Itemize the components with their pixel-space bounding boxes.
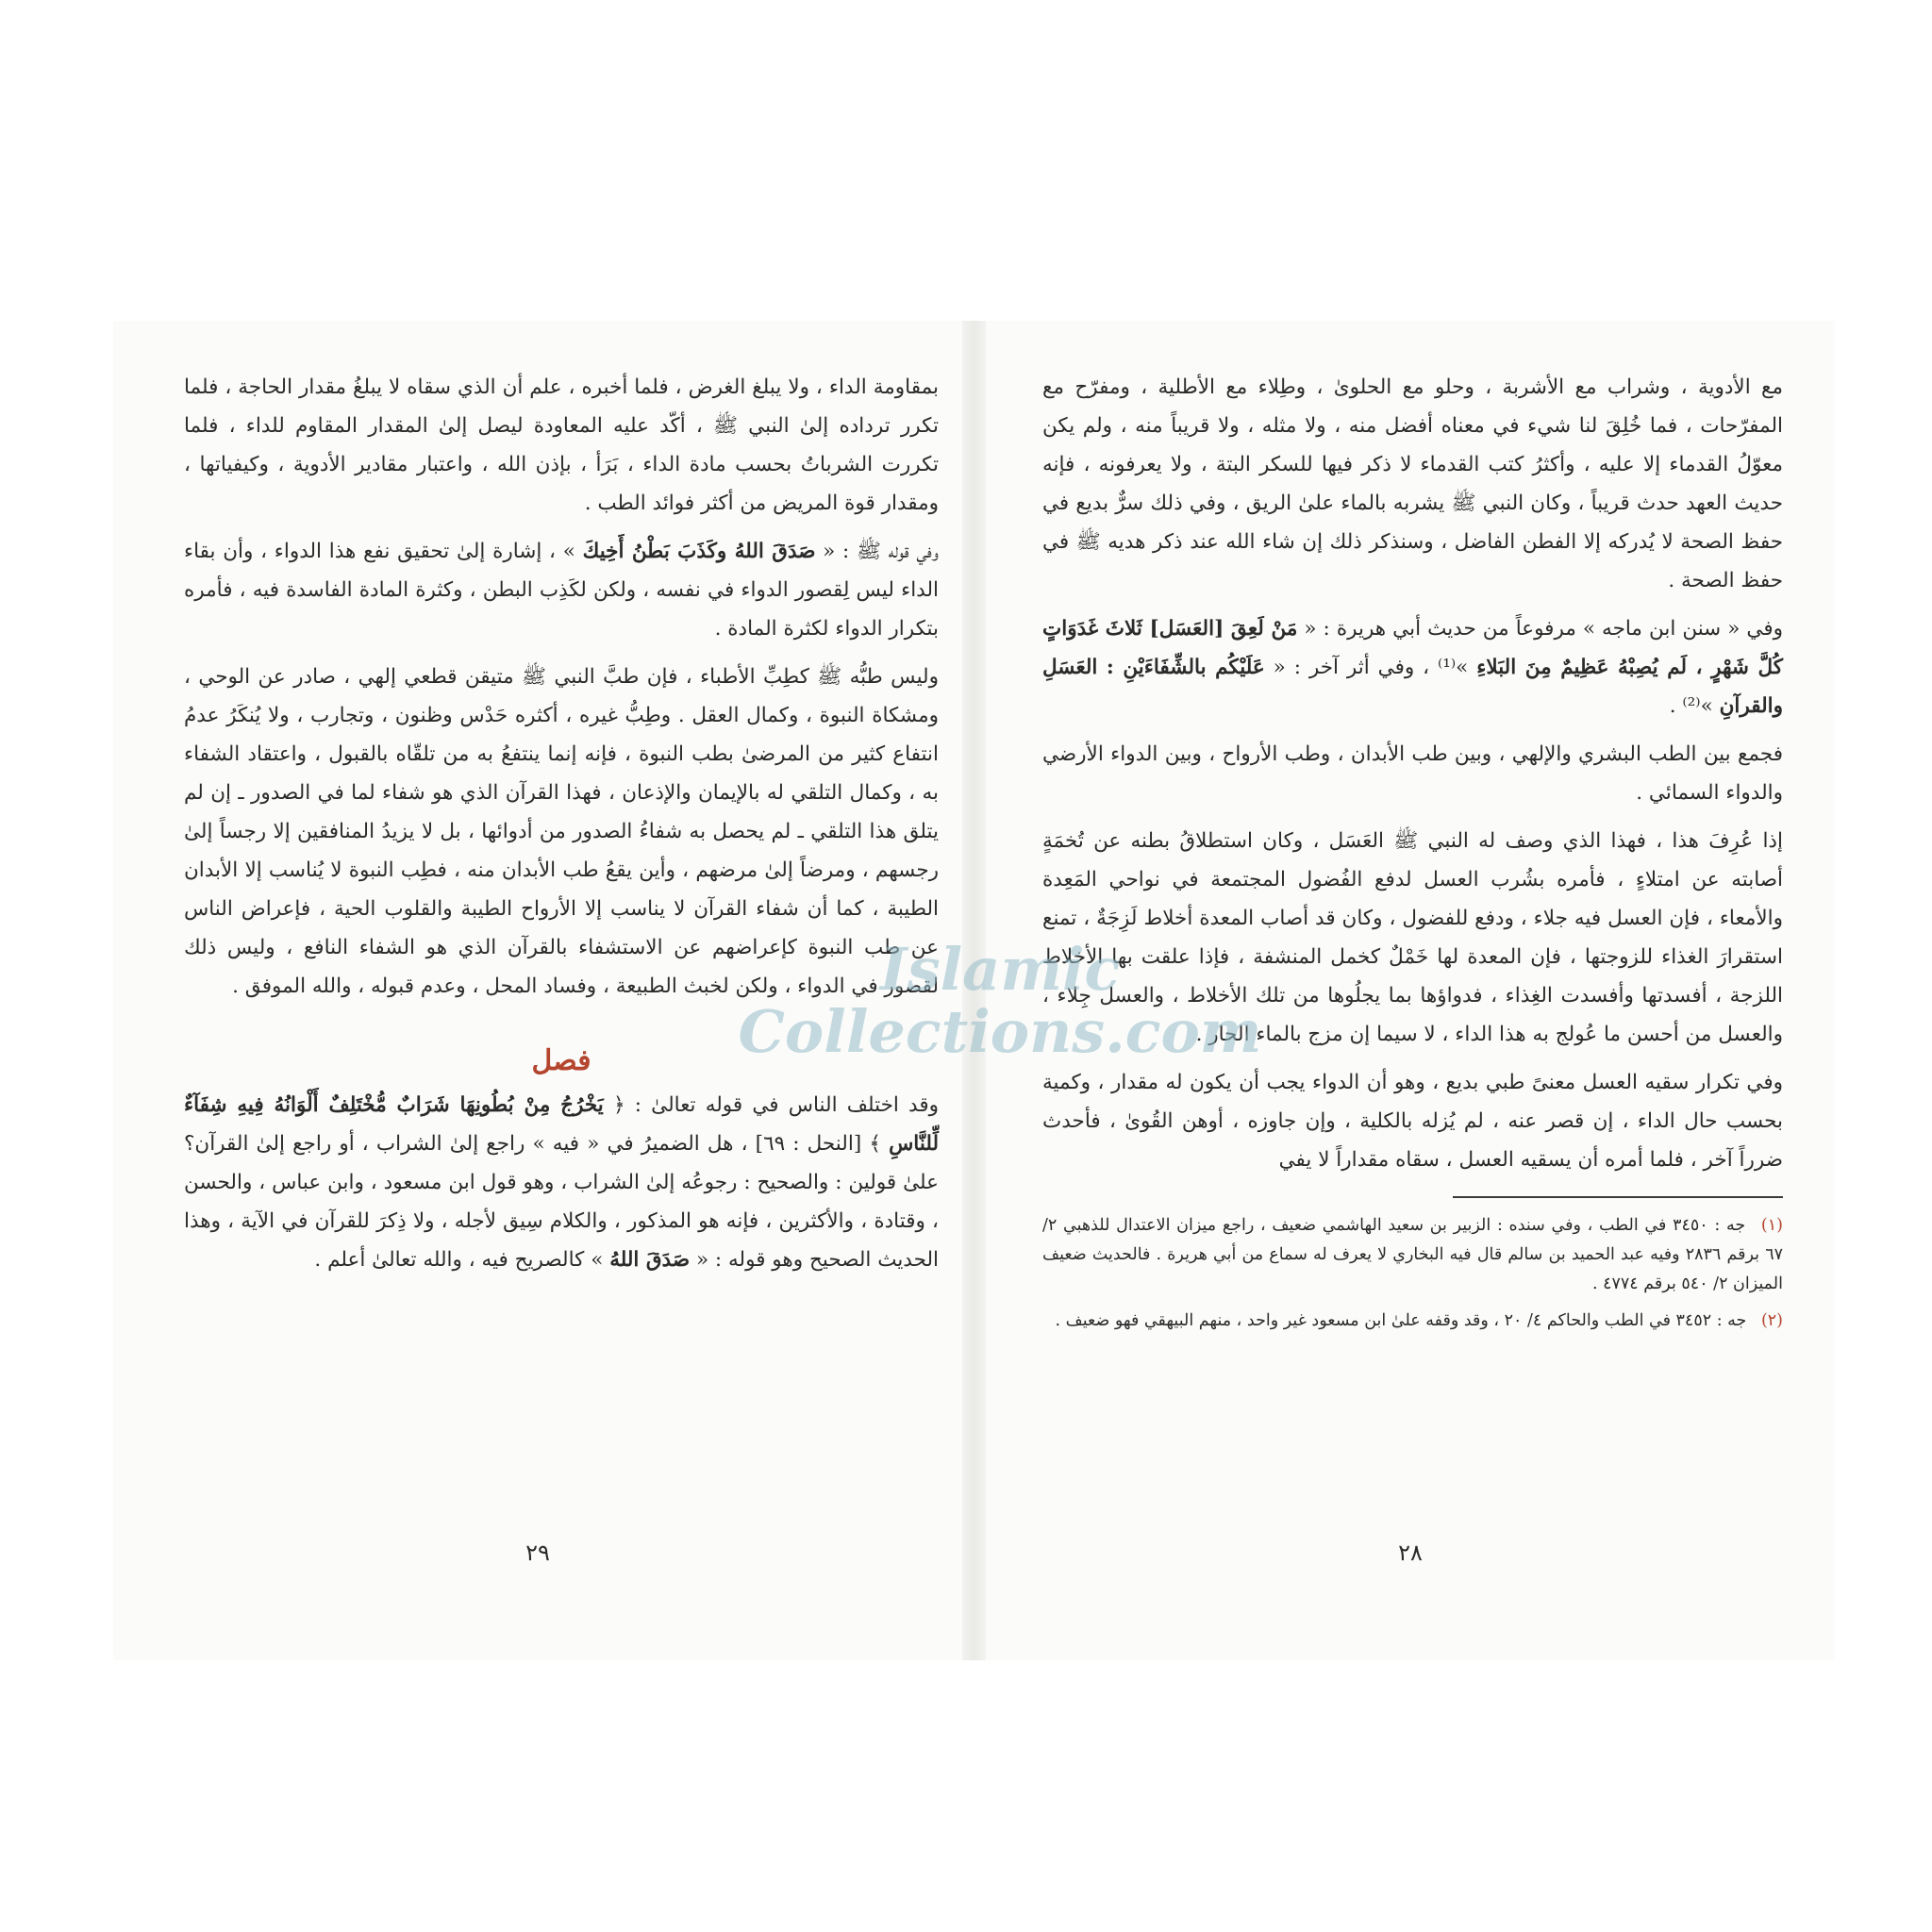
paragraph: إذا عُرِفَ هذا ، فهذا الذي وصف له النبي ﷺ العَسَل ، وكان استطلاقُ بطنه عن تُخمَةٍ أصابته عن امتلاءٍ ، فأمره بشُرب العسل لدفع الفُضول المجتمعة في نواحي المَعِدة والأمعاء ، فإن العسل فيه جلاء ، ودفع للفضول ، وكان قد أصاب المعدة أخلاط لَزِجَةٌ ، تمنع استقرارَ الغذاء للزوجتها ، فإن المعدة لها خَمْلٌ كخمل المنشفة ، فإذا علقت بها الأخلاط اللزجة ، أفسدتها وأفسدت الغِذاء ، فدواؤها بما يجلُوها من تلك الأخلاط ، والعسل جِلاء ، والعسل من أحسن ما عُولج به هذا الداء ، لا سيما إن مزج بالماء الحار . — [1042, 829, 1783, 1046]
text-span: وفي « سنن ابن ماجه » مرفوعاً من حديث أبي هريرة : « — [1304, 617, 1783, 641]
footnote — [1042, 1307, 1783, 1336]
hadith-quote: عَلَيْكُم بالشِّفَاءَيْنِ : العَسَلِ والقرآنِ — [1042, 656, 1783, 718]
text-span: وفي قوله ﷺ : « — [823, 540, 939, 563]
text-span: » كالصريح فيه ، والله تعالىٰ أعلم . — [314, 1248, 604, 1272]
right-page-body — [1042, 368, 1783, 1343]
page-number: ٢٨ — [1398, 1540, 1423, 1566]
paragraph — [184, 532, 939, 648]
book-spread — [113, 321, 1835, 1660]
paragraph — [184, 1086, 939, 1279]
hadith-quote: مَنْ لَعِقَ [العَسَل] ثَلاثَ غَدَوَاتٍ كُلَّ شَهْرٍ ، لَم يُصِبْهُ عَظِيمٌ مِنَ البَلاءِ — [1042, 617, 1783, 679]
text-span: » ، إشارة إلىٰ تحقيق نفع هذا الدواء ، وأن بقاء الداء ليس لِقصور الدواء في نفسه ، ولكن لكَذِب البطن ، وكثرة المادة الفاسدة فيه ، فأمره بتكرار الدواء لكثرة المادة . — [184, 540, 939, 641]
footnote-text: جه : ٣٤٥٠ في الطب ، وفي سنده : الزبير بن سعيد الهاشمي ضعيف ، راجع ميزان الاعتدال للذهبي ٢/ ٦٧ برقم ٢٨٣٦ وفيه عبد الحميد بن سالم قال فيه البخاري لا يعرف له سماع من أبي هريرة . فالحديث ضعيف الميزان ٢/ ٥٤٠ برقم ٤٧٧٤ . — [1042, 1216, 1783, 1293]
paragraph — [1042, 609, 1783, 725]
book-gutter — [962, 321, 986, 1660]
paragraph: بمقاومة الداء ، ولا يبلغ الغرض ، فلما أخبره ، علم أن الذي سقاه لا يبلغُ مقدار الحاجة ، فلما تكرر ترداده إلىٰ النبي ﷺ ، أكّد عليه المعاودة ليصل إلىٰ المقدار المقاوم للداء ، فلما تكررت الشرباتُ بحسب مادة الداء ، بَرَأ ، بإذن الله ، واعتبار مقادير الأدوية ، وكيفياتها ، ومقدار قوة المريض من أكثر فوائد الطب . — [184, 375, 939, 515]
watermark-line: Collections.com — [738, 997, 1262, 1066]
page-number: ٢٩ — [525, 1540, 550, 1566]
footnote-number: (٢) — [1760, 1311, 1783, 1330]
quran-verse: يَخْرُجُ مِنْ بُطُونِهَا شَرَابٌ مُّخْتَلِفٌ أَلْوَانُهُ فِيهِ شِفَآءٌ لِّلنَّاسِ — [184, 1093, 940, 1156]
footnote-number: (١) — [1760, 1216, 1783, 1235]
text-span: هل الضميرُ في « فيه » راجع إلىٰ الشراب ، أو راجع إلىٰ القرآن؟ علىٰ قولين : والصحيح : رجوعُه إلىٰ الشراب ، وهو قول ابن مسعود ، وابن عباس ، والحسن ، وقتادة ، والأكثرين ، فإنه هو المذكور ، والكلام سِيق لأجله ، ولا ذِكرَ للقرآن في الآية ، وهذا الحديث الصحيح وهو قوله : « — [184, 1132, 939, 1272]
paragraph: مع الأدوية ، وشراب مع الأشربة ، وحلو مع الحلوىٰ ، وطِلاء مع الأطلية ، ومفرّح مع المفرّحات ، فما خُلِقَ لنا شيء في معناه أفضل منه ، ولا مثله ، ولا قريباً منه ، ولم يكن معوّلُ القدماء إلا عليه ، وأكثرُ كتب القدماء لا ذكر فيها للسكر البتة ، ولا يعرفونه ، فإنه حديث العهد حدث قريباً ، وكان النبي ﷺ يشربه بالماء علىٰ الريق ، وفي ذلك سرٌّ بديع في حفظ الصحة لا يُدركه إلا الفطن الفاضل ، وسنذكر ذلك إن شاء الله عند ذكر هديه ﷺ في حفظ الصحة . — [1042, 375, 1783, 592]
verse-reference: ﴾ [النحل : ٦٩] ، — [741, 1132, 881, 1156]
footnote-text: جه : ٣٤٥٢ في الطب والحاكم ٤/ ٢٠ ، وقد وقفه علىٰ ابن مسعود غير واحد ، منهم البيهقي فهو ضعيف . — [1055, 1311, 1747, 1330]
hadith-quote: صَدَقَ اللهُ وكَذَبَ بَطْنُ أَخِيكَ — [582, 540, 816, 563]
footnote — [1042, 1211, 1783, 1299]
watermark-line: Islamic — [879, 935, 1121, 1004]
paragraph: وليس طبُّه ﷺ كطِبِّ الأطباء ، فإن طبَّ النبي ﷺ متيقن قطعي إلهي ، صادر عن الوحي ، ومشكاة النبوة ، وكمال العقل . وطِبُّ غيره ، أكثره حَدْس وظنون ، وتجارب ، ولا يُنكَرُ عدمُ انتفاع كثير من المرضىٰ بطب النبوة ، فإنه إنما ينتفعُ به من تلقّاه بالقبول ، واعتقاد الشفاء به ، وكمال التلقي له بالإيمان والإذعان ، فهذا القرآن الذي هو شفاء لما في الصدور ـ إن لم يتلق هذا التلقي ـ لم يحصل به شفاءُ الصدور من أدوائها ، بل لا يزيدُ المنافقين إلا رجساً إلىٰ رجسهم ، ومرضاً إلىٰ مرضهم ، وأين يقعُ طب الأبدان منه ، فطِب النبوة لا يُناسب إلا الأبدان الطيبة ، كما أن شفاء القرآن لا يناسب إلا الأرواح الطيبة والقلوب الحية ، فإعراض الناس عن طب النبوة كإعراضهم عن الاستشفاء بالقرآن الذي هو الشفاء النافع ، وليس ذلك لقصور في الدواء ، ولكن لخبث الطبيعة ، وفساد المحل ، وعدم قبوله ، والله الموفق . — [184, 665, 939, 998]
text-span: »⁽²⁾ . — [1669, 694, 1713, 718]
footnote-divider — [1453, 1196, 1783, 1198]
right-page — [986, 321, 1835, 1660]
left-page-body — [184, 368, 939, 1289]
left-page — [113, 321, 962, 1660]
section-heading: فصل — [531, 1044, 591, 1077]
text-span: وقد اختلف الناس في قوله تعالىٰ : ﴿ — [612, 1093, 939, 1117]
paragraph: فجمع بين الطب البشري والإلهي ، وبين طب الأبدان ، وطب الأرواح ، وبين الدواء الأرضي والدواء السمائي . — [1042, 742, 1783, 805]
paragraph: وفي تكرار سقيه العسل معنىً طبي بديع ، وهو أن الدواء يجب أن يكون له مقدار ، وكمية بحسب حال الداء ، إن قصر عنه ، لم يُزله بالكلية ، وإن جاوزه ، أوهن القُوىٰ ، فأحدث ضرراً آخر ، فلما أمره أن يسقيه العسل ، سقاه مقداراً لا يفي — [1042, 1071, 1783, 1172]
hadith-quote: صَدَقَ اللهُ — [609, 1248, 691, 1272]
text-span: »⁽¹⁾ ، وفي أثر آخر : « — [1273, 656, 1469, 679]
